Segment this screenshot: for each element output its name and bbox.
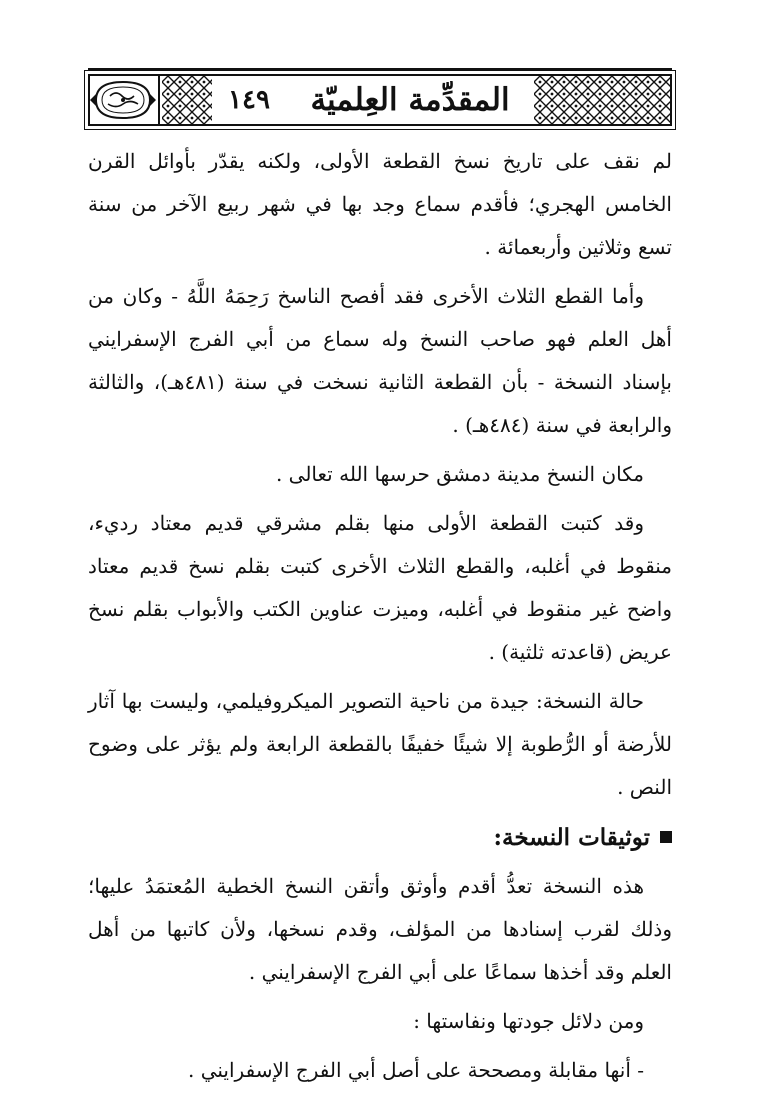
page-body [88, 140, 672, 1098]
book-title-cartouche-icon [88, 74, 160, 126]
paragraph-script-style: وقد كتبت القطعة الأولى منها بقلم مشرقي قديم معتاد رديء، منقوط في أغلبه، والقطع الثلاث الأخرى كتبت بقلم نسخ قديم معتاد واضح غير منقوط في أغلبه، وميزت عناوين الكتب والأبواب بقلم نسخ عريض (قاعدته ثلثية) . [88, 511, 672, 664]
paragraph-copy-place: مكان النسخ مدينة دمشق حرسها الله تعالى . [275, 462, 644, 486]
page-title: المقدِّمة العِلميّة [310, 82, 510, 118]
paragraph-authentication: هذه النسخة تعدُّ أقدم وأوثق وأتقن النسخ الخطية المُعتمَدُ عليها؛ وذلك لقرب إسنادها من المؤلف، وقدم نسخها، ولأن كاتبها من أهل العلم وقد أخذها سماعًا على أبي الفرج الإسفرايني . [88, 874, 672, 984]
page-number: ١٤٩ [228, 85, 270, 115]
section-heading-text: توثيقات النسخة: [493, 823, 650, 851]
ornamental-border-pattern [162, 76, 212, 124]
section-heading [88, 815, 672, 859]
paragraph-other-parts: وأما القطع الثلاث الأخرى فقد أفصح الناسخ رَحِمَهُ اللَّهُ - وكان من أهل العلم فهو صاحب النسخ وله سماع من أبي الفرج الإسفرايني بإسناد النسخة - بأن القطعة الثانية نسخت في سنة (٤٨١هـ)، والثالثة والرابعة في سنة (٤٨٤هـ) . [88, 284, 673, 437]
paragraph-quality-intro: ومن دلائل جودتها ونفاستها : [413, 1009, 644, 1033]
paragraph-copy-date: لم نقف على تاريخ نسخ القطعة الأولى، ولكنه يقدّر بأوائل القرن الخامس الهجري؛ فأقدم سماع وجد بها في شهر ربيع الآخر من سنة تسع وثلاثين وأربعمائة . [88, 149, 672, 259]
square-bullet-icon [660, 831, 672, 843]
list-item-collation: - أنها مقابلة ومصححة على أصل أبي الفرج الإسفرايني . [188, 1058, 644, 1082]
paragraph-condition: حالة النسخة: جيدة من ناحية التصوير الميكروفيلمي، وليست بها آثار للأرضة أو الرُّطوبة إلا شيئًا خفيفًا بالقطعة الرابعة ولم يؤثر على وضوح النص . [88, 689, 672, 799]
running-header [88, 68, 672, 130]
ornamental-border-pattern [534, 76, 670, 124]
header-top-rule [88, 68, 672, 70]
